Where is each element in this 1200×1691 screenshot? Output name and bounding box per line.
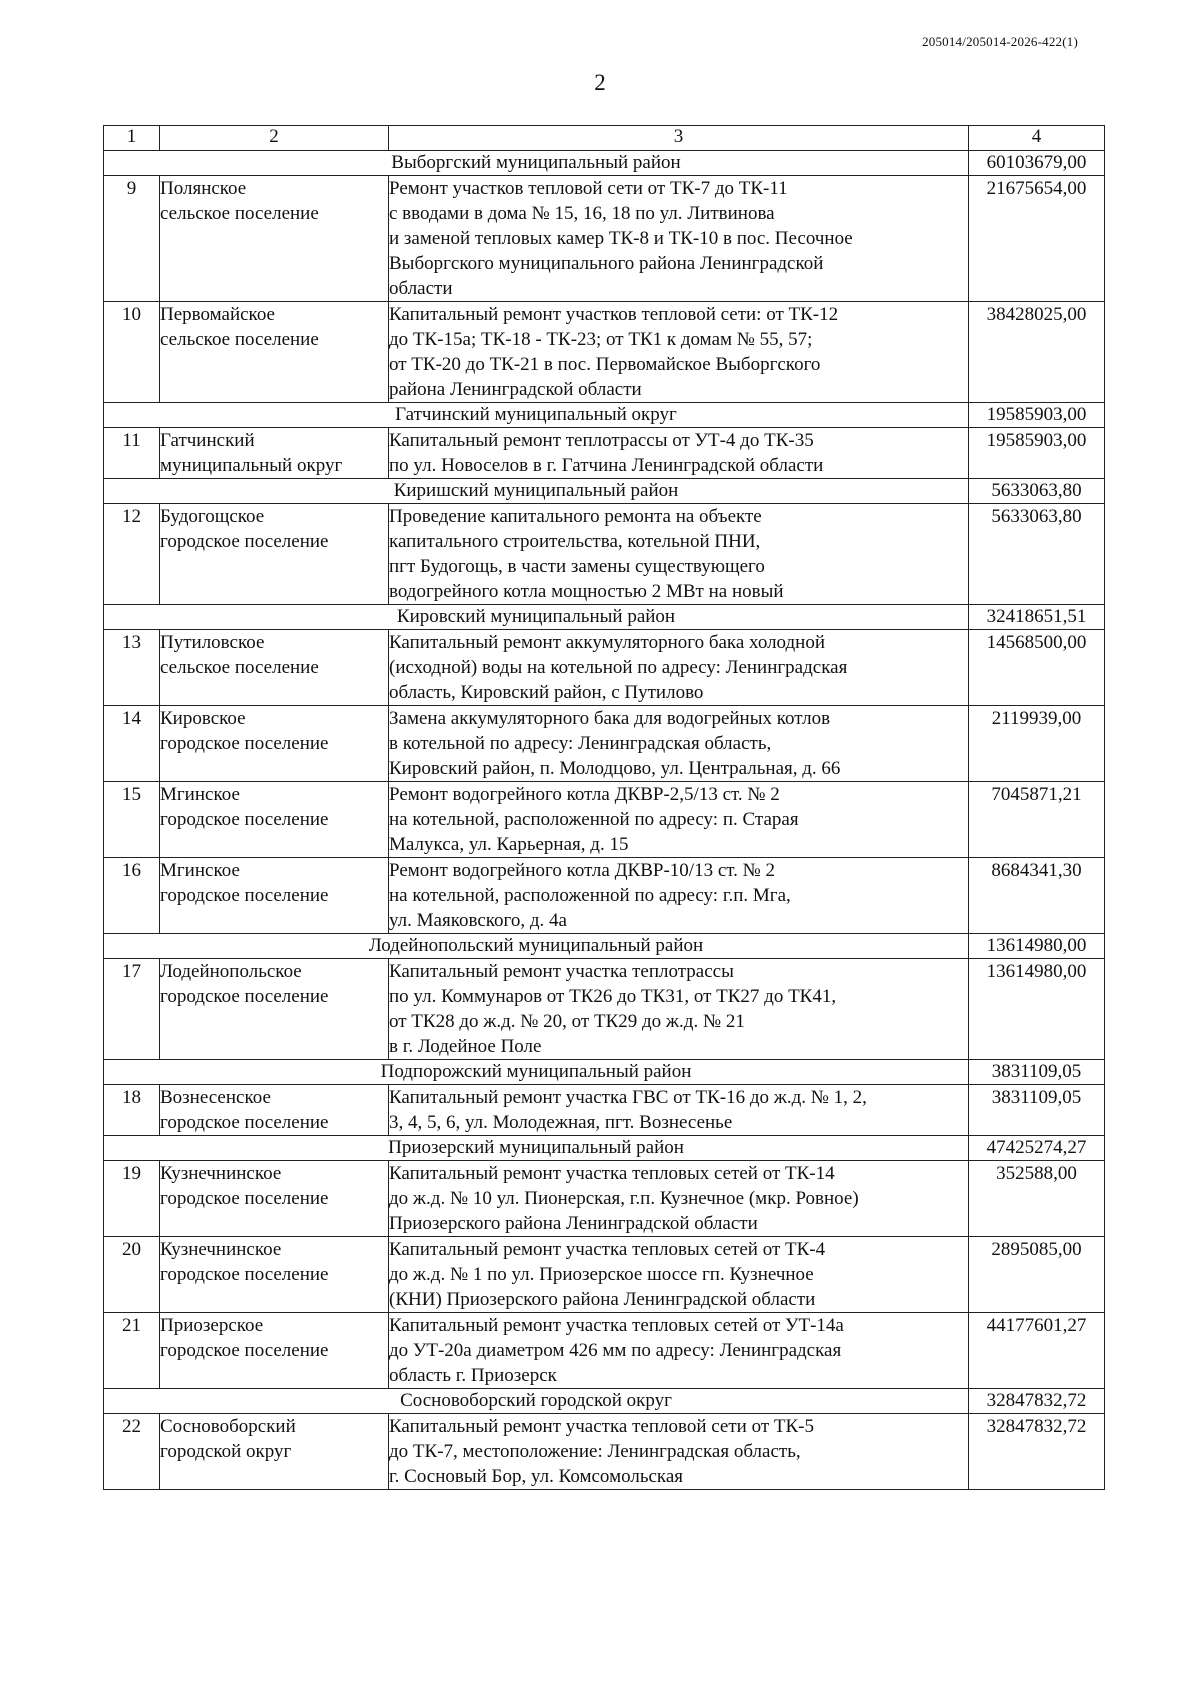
- municipality-name-line: городское поселение: [160, 1264, 329, 1285]
- project-description-line: в котельной по адресу: Ленинградская область,: [389, 733, 772, 754]
- municipality-name-line: Будогощское: [160, 506, 265, 527]
- municipality-name-line: Приозерское: [160, 1315, 264, 1336]
- project-description-line: Капитальный ремонт теплотрассы от УТ-4 до ТК-35: [389, 430, 814, 451]
- row-number: 10: [104, 302, 160, 403]
- project-row: [104, 959, 1105, 1060]
- project-description-line: 3, 4, 5, 6, ул. Молодежная, пгт. Вознесенье: [389, 1112, 733, 1133]
- project-description: [389, 504, 969, 605]
- project-description-line: Капитальный ремонт аккумуляторного бака холодной: [389, 632, 826, 653]
- district-total: 32847832,72: [969, 1389, 1105, 1414]
- project-description-line: до ж.д. № 1 по ул. Приозерское шоссе гп. Кузнечное: [389, 1264, 814, 1285]
- project-description: [389, 302, 969, 403]
- project-amount: 38428025,00: [969, 302, 1105, 403]
- project-amount: 13614980,00: [969, 959, 1105, 1060]
- project-row: [104, 428, 1105, 479]
- row-number: 20: [104, 1237, 160, 1313]
- funding-table-body: [104, 126, 1105, 1490]
- municipality-name-line: муниципальный округ: [160, 455, 343, 476]
- funding-table: [103, 125, 1105, 1490]
- project-description-line: область, Кировский район, с Путилово: [389, 682, 704, 703]
- district-total: 19585903,00: [969, 403, 1105, 428]
- district-name: Гатчинский муниципальный округ: [104, 403, 969, 428]
- municipality-name: [160, 959, 389, 1060]
- district-row: [104, 1389, 1105, 1414]
- municipality-name-line: Первомайское: [160, 304, 275, 325]
- project-amount: 14568500,00: [969, 630, 1105, 706]
- municipality-name-line: городской округ: [160, 1441, 292, 1462]
- municipality-name-line: Вознесенское: [160, 1087, 271, 1108]
- municipality-name-line: Кузнечнинское: [160, 1239, 282, 1260]
- district-name: Кировский муниципальный район: [104, 605, 969, 630]
- project-description-line: до ж.д. № 10 ул. Пионерская, г.п. Кузнечное (мкр. Ровное): [389, 1188, 859, 1209]
- project-description-line: на котельной, расположенной по адресу: п. Старая: [389, 809, 799, 830]
- municipality-name-line: Сосновоборский: [160, 1416, 296, 1437]
- project-description-line: на котельной, расположенной по адресу: г.п. Мга,: [389, 885, 791, 906]
- municipality-name-line: Лодейнопольское: [160, 961, 302, 982]
- project-description: [389, 1085, 969, 1136]
- project-amount: 8684341,30: [969, 858, 1105, 934]
- municipality-name-line: Гатчинский: [160, 430, 255, 451]
- project-row: [104, 1161, 1105, 1237]
- project-description: [389, 428, 969, 479]
- project-description-line: района Ленинградской области: [389, 379, 642, 400]
- project-description-line: от ТК-20 до ТК-21 в пос. Первомайское Выборгского: [389, 354, 821, 375]
- municipality-name-line: городское поселение: [160, 885, 329, 906]
- project-description-line: Кировский район, п. Молодцово, ул. Центральная, д. 66: [389, 758, 841, 779]
- row-number: 19: [104, 1161, 160, 1237]
- district-name: Выборгский муниципальный район: [104, 151, 969, 176]
- municipality-name: [160, 176, 389, 302]
- project-description-line: Капитальный ремонт участка ГВС от ТК-16 до ж.д. № 1, 2,: [389, 1087, 867, 1108]
- project-description-line: в г. Лодейное Поле: [389, 1036, 542, 1057]
- project-row: [104, 1237, 1105, 1313]
- municipality-name-line: городское поселение: [160, 531, 329, 552]
- project-description: [389, 858, 969, 934]
- project-description-line: с вводами в дома № 15, 16, 18 по ул. Литвинова: [389, 203, 775, 224]
- project-description-line: до УТ-20а диаметром 426 мм по адресу: Ленинградская: [389, 1340, 842, 1361]
- project-description: [389, 959, 969, 1060]
- column-number-3: 3: [389, 126, 969, 151]
- column-number-2: 2: [160, 126, 389, 151]
- project-description: [389, 706, 969, 782]
- project-description-line: Капитальный ремонт участка теплотрассы: [389, 961, 734, 982]
- district-total: 32418651,51: [969, 605, 1105, 630]
- project-description-line: Выборгского муниципального района Ленинградской: [389, 253, 824, 274]
- row-number: 18: [104, 1085, 160, 1136]
- municipality-name: [160, 782, 389, 858]
- project-description-line: г. Сосновый Бор, ул. Комсомольская: [389, 1466, 684, 1487]
- project-row: [104, 782, 1105, 858]
- project-description-line: пгт Будогощь, в части замены существующего: [389, 556, 765, 577]
- project-description-line: Приозерского района Ленинградской области: [389, 1213, 758, 1234]
- municipality-name-line: городское поселение: [160, 986, 329, 1007]
- municipality-name-line: городское поселение: [160, 1188, 329, 1209]
- municipality-name-line: Кировское: [160, 708, 246, 729]
- project-row: [104, 706, 1105, 782]
- municipality-name-line: сельское поселение: [160, 329, 319, 350]
- row-number: 15: [104, 782, 160, 858]
- municipality-name: [160, 1414, 389, 1490]
- project-description-line: до ТК-7, местоположение: Ленинградская область,: [389, 1441, 801, 1462]
- project-row: [104, 1414, 1105, 1490]
- project-description: [389, 630, 969, 706]
- municipality-name: [160, 630, 389, 706]
- district-name: Лодейнопольский муниципальный район: [104, 934, 969, 959]
- municipality-name-line: городское поселение: [160, 733, 329, 754]
- project-description-line: (исходной) воды на котельной по адресу: Ленинградская: [389, 657, 848, 678]
- column-number-4: 4: [969, 126, 1105, 151]
- project-description-line: область г. Приозерск: [389, 1365, 557, 1386]
- municipality-name: [160, 1237, 389, 1313]
- project-description-line: Капитальный ремонт участка тепловых сетей от ТК-4: [389, 1239, 826, 1260]
- municipality-name-line: Путиловское: [160, 632, 265, 653]
- project-description: [389, 1161, 969, 1237]
- project-amount: 352588,00: [969, 1161, 1105, 1237]
- municipality-name: [160, 706, 389, 782]
- district-row: [104, 151, 1105, 176]
- project-row: [104, 504, 1105, 605]
- district-row: [104, 1136, 1105, 1161]
- row-number: 17: [104, 959, 160, 1060]
- row-number: 13: [104, 630, 160, 706]
- district-row: [104, 605, 1105, 630]
- column-number-row: [104, 126, 1105, 151]
- project-description-line: Проведение капитального ремонта на объекте: [389, 506, 762, 527]
- project-description: [389, 176, 969, 302]
- project-row: [104, 630, 1105, 706]
- row-number: 16: [104, 858, 160, 934]
- project-description: [389, 1313, 969, 1389]
- project-row: [104, 858, 1105, 934]
- column-number-1: 1: [104, 126, 160, 151]
- project-description-line: по ул. Новоселов в г. Гатчина Ленинградской области: [389, 455, 824, 476]
- project-description-line: Ремонт водогрейного котла ДКВР-2,5/13 ст. № 2: [389, 784, 780, 805]
- project-description: [389, 782, 969, 858]
- project-amount: 19585903,00: [969, 428, 1105, 479]
- page-number: 2: [594, 70, 606, 95]
- project-description-line: ул. Маяковского, д. 4а: [389, 910, 567, 931]
- district-name: Подпорожский муниципальный район: [104, 1060, 969, 1085]
- row-number: 22: [104, 1414, 160, 1490]
- municipality-name-line: городское поселение: [160, 1340, 329, 1361]
- district-row: [104, 1060, 1105, 1085]
- municipality-name: [160, 504, 389, 605]
- project-description-line: до ТК-15а; ТК-18 - ТК-23; от ТК1 к домам № 55, 57;: [389, 329, 813, 350]
- project-description-line: области: [389, 278, 453, 299]
- project-description-line: от ТК28 до ж.д. № 20, от ТК29 до ж.д. № 21: [389, 1011, 745, 1032]
- project-amount: 2895085,00: [969, 1237, 1105, 1313]
- municipality-name-line: Мгинское: [160, 860, 240, 881]
- district-row: [104, 479, 1105, 504]
- row-number: 14: [104, 706, 160, 782]
- project-amount: 32847832,72: [969, 1414, 1105, 1490]
- project-description-line: Ремонт участков тепловой сети от ТК-7 до ТК-11: [389, 178, 788, 199]
- district-total: 60103679,00: [969, 151, 1105, 176]
- project-description-line: Капитальный ремонт участка тепловой сети от ТК-5: [389, 1416, 814, 1437]
- project-description-line: Капитальный ремонт участка тепловых сетей от УТ-14а: [389, 1315, 844, 1336]
- municipality-name-line: Кузнечнинское: [160, 1163, 282, 1184]
- municipality-name: [160, 302, 389, 403]
- municipality-name: [160, 428, 389, 479]
- project-amount: 5633063,80: [969, 504, 1105, 605]
- project-amount: 7045871,21: [969, 782, 1105, 858]
- project-row: [104, 302, 1105, 403]
- project-description-line: водогрейного котла мощностью 2 МВт на новый: [389, 581, 784, 602]
- district-total: 13614980,00: [969, 934, 1105, 959]
- municipality-name-line: городское поселение: [160, 809, 329, 830]
- project-description-line: Малукса, ул. Карьерная, д. 15: [389, 834, 629, 855]
- project-description-line: по ул. Коммунаров от ТК26 до ТК31, от ТК27 до ТК41,: [389, 986, 837, 1007]
- project-description: [389, 1414, 969, 1490]
- project-description-line: Ремонт водогрейного котла ДКВР-10/13 ст. № 2: [389, 860, 776, 881]
- document-id: 205014/205014-2026-422(1): [922, 34, 1078, 49]
- district-name: Приозерский муниципальный район: [104, 1136, 969, 1161]
- municipality-name: [160, 1161, 389, 1237]
- project-row: [104, 176, 1105, 302]
- district-row: [104, 934, 1105, 959]
- district-name: Сосновоборский городской округ: [104, 1389, 969, 1414]
- project-description: [389, 1237, 969, 1313]
- district-total: 47425274,27: [969, 1136, 1105, 1161]
- project-row: [104, 1313, 1105, 1389]
- district-name: Киришский муниципальный район: [104, 479, 969, 504]
- project-description-line: Капитальный ремонт участка тепловых сетей от ТК-14: [389, 1163, 835, 1184]
- project-description-line: (КНИ) Приозерского района Ленинградской области: [389, 1289, 816, 1310]
- district-total: 5633063,80: [969, 479, 1105, 504]
- row-number: 21: [104, 1313, 160, 1389]
- municipality-name-line: Полянское: [160, 178, 247, 199]
- project-amount: 21675654,00: [969, 176, 1105, 302]
- project-row: [104, 1085, 1105, 1136]
- project-description-line: капитального строительства, котельной ПНИ,: [389, 531, 761, 552]
- municipality-name-line: Мгинское: [160, 784, 240, 805]
- municipality-name: [160, 858, 389, 934]
- municipality-name-line: сельское поселение: [160, 657, 319, 678]
- municipality-name: [160, 1085, 389, 1136]
- project-description-line: Замена аккумуляторного бака для водогрейных котлов: [389, 708, 831, 729]
- municipality-name-line: городское поселение: [160, 1112, 329, 1133]
- row-number: 12: [104, 504, 160, 605]
- project-description-line: и заменой тепловых камер ТК-8 и ТК-10 в пос. Песочное: [389, 228, 853, 249]
- project-amount: 2119939,00: [969, 706, 1105, 782]
- project-amount: 44177601,27: [969, 1313, 1105, 1389]
- municipality-name-line: сельское поселение: [160, 203, 319, 224]
- row-number: 9: [104, 176, 160, 302]
- project-description-line: Капитальный ремонт участков тепловой сети: от ТК-12: [389, 304, 839, 325]
- project-amount: 3831109,05: [969, 1085, 1105, 1136]
- municipality-name: [160, 1313, 389, 1389]
- district-row: [104, 403, 1105, 428]
- row-number: 11: [104, 428, 160, 479]
- district-total: 3831109,05: [969, 1060, 1105, 1085]
